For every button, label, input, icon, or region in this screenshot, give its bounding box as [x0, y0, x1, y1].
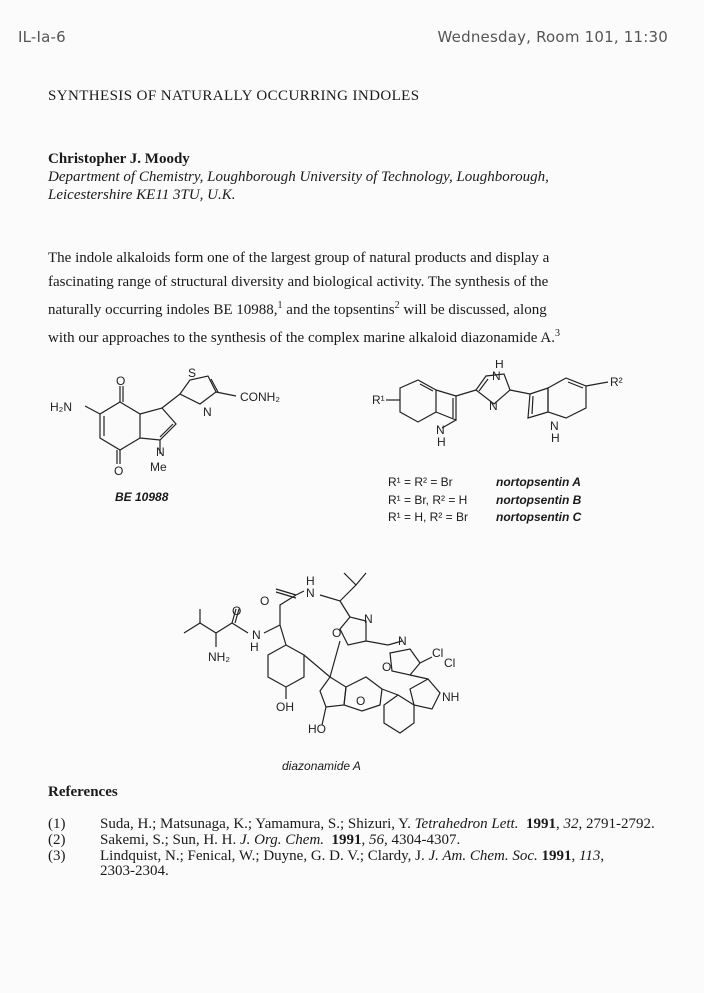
label: OH	[276, 700, 294, 714]
nortopsentin-structure	[360, 360, 660, 460]
authors: Suda, H.; Matsunaga, K.; Yamamura, S.; Shizuri, Y.	[100, 816, 415, 832]
label: O	[114, 464, 124, 478]
session-info: Wednesday, Room 101, 11:30	[437, 28, 668, 46]
label: N	[306, 586, 315, 600]
text: with our approaches to the synthesis of the complex marine alkaloid diazonamide A.	[48, 330, 555, 346]
substituents: R¹ = H, R² = Br	[388, 510, 469, 524]
label: N	[492, 369, 501, 383]
citation-1: 1	[277, 300, 283, 311]
compound-name: nortopsentin A	[496, 475, 581, 489]
pages: , 2791-2792.	[578, 816, 655, 832]
abstract	[48, 246, 648, 350]
abstract-line	[48, 294, 648, 322]
label: H	[437, 435, 446, 449]
text: will be discussed, along	[399, 302, 547, 318]
affiliation-line-2: Leicestershire KE11 3TU, U.K.	[48, 187, 236, 203]
reference-text: Lindquist, N.; Fenical, W.; Duyne, G. D. V.; Clardy, J. J. Am. Chem. Soc. 1991, 113, 2303-2304.	[100, 847, 605, 880]
label: Cl	[444, 656, 456, 670]
nortopsentin-row	[388, 509, 581, 527]
label: N	[252, 628, 261, 642]
reference-item	[48, 833, 660, 849]
abstract-line	[48, 322, 648, 350]
session-code: IL-Ia-6	[18, 28, 66, 46]
diazonamide-structure	[170, 565, 490, 745]
label: O	[116, 374, 126, 388]
journal: J. Org. Chem.	[240, 831, 325, 848]
substituents: R¹ = R² = Br	[388, 475, 453, 489]
reference-text: Suda, H.; Matsunaga, K.; Yamamura, S.; Shizuri, Y. Tetrahedron Lett. 1991, 32, 2791-2792.	[100, 816, 655, 832]
label: N	[489, 399, 498, 413]
label: N	[203, 405, 212, 419]
reference-item	[48, 849, 660, 881]
label: O	[356, 694, 366, 708]
citation-2: 2	[394, 300, 400, 311]
label: H₂N	[50, 400, 72, 414]
reference-number: (2)	[48, 831, 66, 848]
year: 1991	[541, 847, 572, 864]
reference-text: Sakemi, S.; Sun, H. H. J. Org. Chem. 1991, 56, 4304-4307.	[100, 831, 461, 848]
label: N	[436, 423, 445, 437]
reference-item	[48, 817, 660, 833]
authors: Lindquist, N.; Fenical, W.; Duyne, G. D. V.; Clardy, J.	[100, 847, 429, 864]
reference-number: (1)	[48, 816, 66, 832]
label: O	[232, 604, 242, 618]
substituents: R¹ = Br, R² = H	[388, 492, 468, 507]
abstract-line: The indole alkaloids form one of the largest group of natural products and display a	[48, 250, 550, 266]
text: naturally occurring indoles BE 10988,	[48, 302, 278, 318]
authors: Sakemi, S.; Sun, H. H.	[100, 831, 241, 848]
label: O	[260, 594, 270, 608]
pages: , 4304-4307.	[384, 831, 461, 848]
compound-name: nortopsentin B	[496, 492, 582, 507]
label: H	[306, 574, 315, 588]
label: CONH₂	[240, 390, 280, 404]
label: O	[382, 660, 392, 674]
label: NH₂	[208, 650, 230, 664]
label: N	[156, 445, 165, 459]
label: HO	[308, 722, 326, 736]
label: H	[495, 360, 504, 371]
references-list	[48, 817, 660, 880]
label: S	[188, 366, 197, 380]
nortopsentin-row	[388, 474, 581, 492]
nortopsentin-table	[388, 474, 581, 527]
year: 1991	[331, 831, 362, 848]
label: O	[332, 626, 342, 640]
volume: 56	[369, 831, 385, 848]
label: Me	[150, 460, 167, 474]
pages: , 2303-2304.	[100, 847, 605, 880]
label: Cl	[432, 646, 444, 660]
author-name: Christopher J. Moody	[48, 151, 190, 167]
page-title: SYNTHESIS OF NATURALLY OCCURRING INDOLES	[48, 88, 420, 104]
label: N	[550, 419, 559, 433]
references-heading: References	[48, 784, 118, 800]
abstract-line: fascinating range of structural diversity and biological activity. The synthesis of the	[48, 274, 549, 290]
year: 1991	[525, 816, 556, 832]
compound-name: nortopsentin C	[496, 510, 582, 524]
citation-3: 3	[554, 328, 560, 339]
volume: 113	[579, 847, 601, 864]
label: N	[364, 612, 373, 626]
journal: Tetrahedron Lett.	[414, 816, 519, 832]
label: N	[398, 634, 407, 648]
label: R²	[610, 375, 623, 389]
label: H	[551, 431, 560, 445]
nortopsentin-row	[388, 492, 581, 510]
label: H	[250, 640, 259, 654]
diazonamide-caption: diazonamide A	[282, 759, 361, 773]
reference-number: (3)	[48, 847, 66, 864]
label: R¹	[372, 393, 385, 407]
label: NH	[442, 690, 460, 704]
volume: 32	[563, 816, 579, 832]
journal: J. Am. Chem. Soc.	[428, 847, 538, 864]
text: and the topsentins	[282, 302, 395, 318]
be10988-structure	[0, 360, 320, 490]
affiliation-line-1: Department of Chemistry, Loughborough University of Technology, Loughborough,	[48, 169, 549, 185]
be10988-caption: BE 10988	[115, 490, 169, 504]
